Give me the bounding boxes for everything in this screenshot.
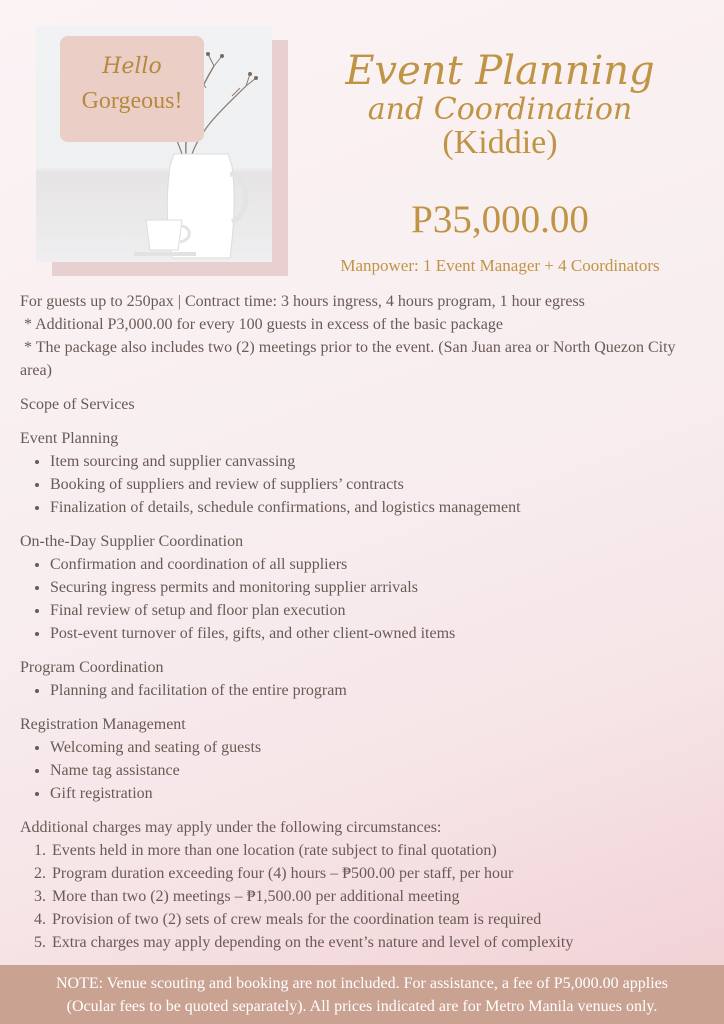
list-item: 3. More than two (2) meetings – ₱1,500.00 per additional meeting <box>50 885 710 908</box>
list-item: • Gift registration <box>50 782 710 805</box>
program-coordination-list <box>20 679 710 702</box>
additional-charges-heading: Additional charges may apply under the following circumstances: <box>20 819 442 836</box>
title-line-1: Event Planning <box>345 48 655 94</box>
list-item: • Securing ingress permits and monitoring supplier arrivals <box>50 576 710 599</box>
note-line-1: NOTE: Venue scouting and booking are not included. For assistance, a fee of P5,000.00 applies <box>55 975 668 992</box>
intro-line-1: For guests up to 250pax | Contract time: 3 hours ingress, 4 hours program, 1 hour egress <box>20 293 585 310</box>
list-item: • Post-event turnover of files, gifts, and other client-owned items <box>50 622 710 645</box>
title-line-3: (Kiddie) <box>442 124 558 161</box>
hello-card <box>60 36 204 142</box>
title-line-2: and Coordination <box>367 92 633 127</box>
additional-charges-list <box>20 839 710 954</box>
list-item: 2. Program duration exceeding four (4) hours – ₱500.00 per staff, per hour <box>50 862 710 885</box>
section-heading-registration: Registration Management <box>20 716 186 733</box>
list-item: 5. Extra charges may apply depending on the event’s nature and level of complexity <box>50 931 710 954</box>
list-item: 4. Provision of two (2) sets of crew meals for the coordination team is required <box>50 908 710 931</box>
event-planning-list <box>20 450 710 519</box>
gorgeous-text: Gorgeous! <box>81 88 183 114</box>
list-item: • Final review of setup and floor plan execution <box>50 599 710 622</box>
intro-line-2: * Additional P3,000.00 for every 100 guests in excess of the basic package <box>20 316 503 333</box>
intro-line-3: * The package also includes two (2) meetings prior to the event. (San Juan area or North Quezon City area) <box>20 339 680 379</box>
section-heading-supplier-coordination: On-the-Day Supplier Coordination <box>20 533 244 550</box>
package-details <box>20 290 710 954</box>
list-item: • Item sourcing and supplier canvassing <box>50 450 710 473</box>
list-item: • Booking of suppliers and review of suppliers’ contracts <box>50 473 710 496</box>
list-item: • Finalization of details, schedule confirmations, and logistics management <box>50 496 710 519</box>
list-item: • Confirmation and coordination of all suppliers <box>50 553 710 576</box>
hero-photo <box>36 26 288 278</box>
manpower-text: Manpower: 1 Event Manager + 4 Coordinators <box>340 256 660 275</box>
scope-heading: Scope of Services <box>20 396 135 413</box>
note-banner <box>0 965 724 1024</box>
hello-script-text: Hello <box>102 54 162 79</box>
supplier-coordination-list <box>20 553 710 645</box>
package-price: P35,000.00 <box>411 198 589 241</box>
list-item: • Welcoming and seating of guests <box>50 736 710 759</box>
list-item: • Planning and facilitation of the entire program <box>50 679 710 702</box>
registration-list <box>20 736 710 805</box>
section-heading-event-planning: Event Planning <box>20 430 119 447</box>
section-heading-program-coordination: Program Coordination <box>20 659 164 676</box>
package-title <box>300 50 700 162</box>
list-item: • Name tag assistance <box>50 759 710 782</box>
list-item: 1. Events held in more than one location (rate subject to final quotation) <box>50 839 710 862</box>
photo-image <box>36 26 272 262</box>
note-line-2: (Ocular fees to be quoted separately). All prices indicated are for Metro Manila venues only. <box>66 998 658 1015</box>
